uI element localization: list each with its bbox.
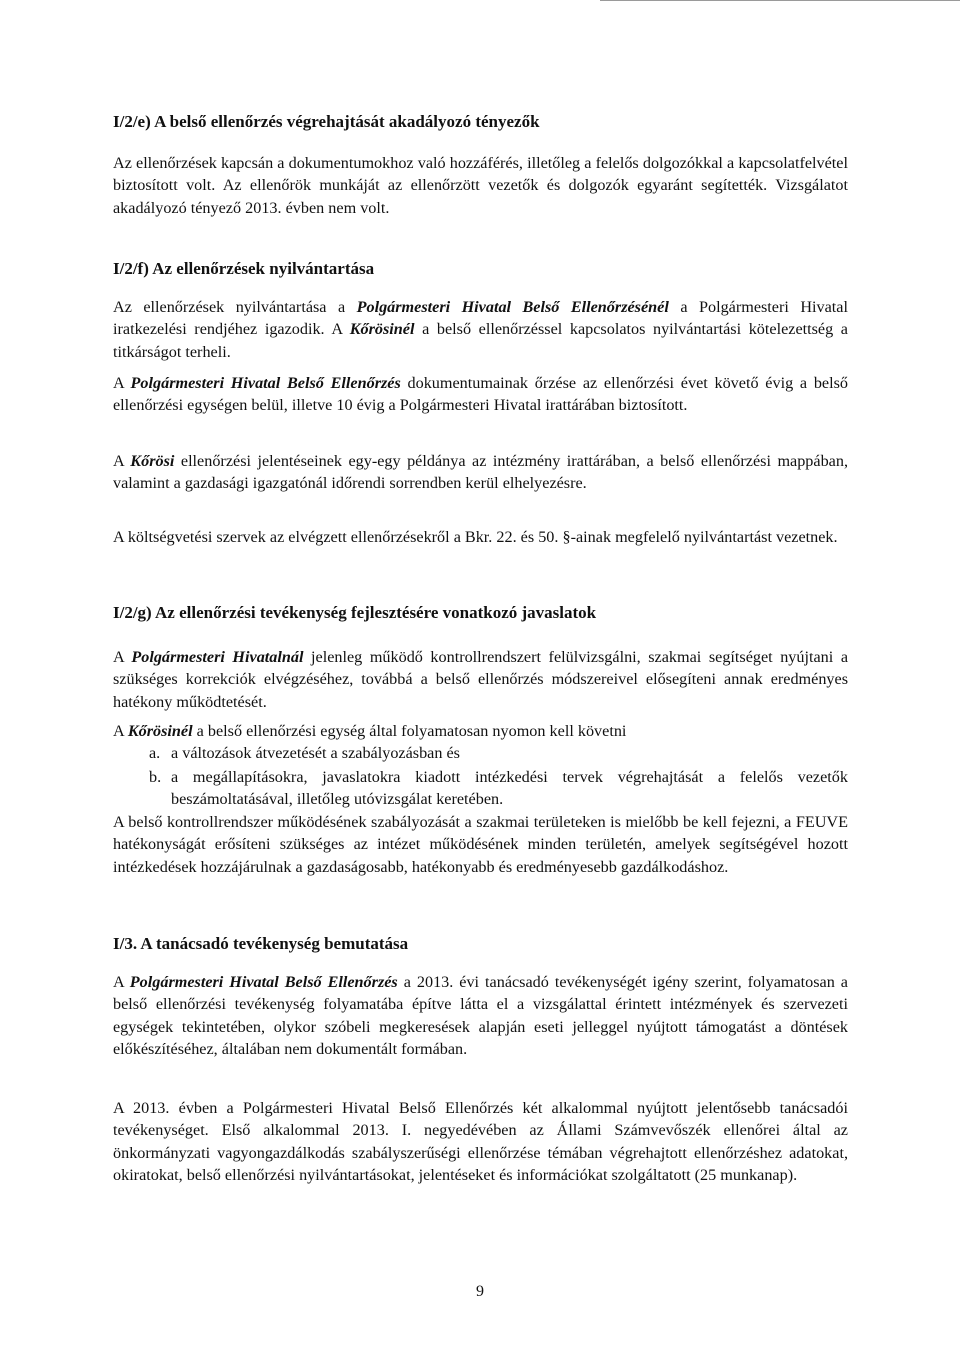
top-rule <box>600 0 960 1</box>
paragraph-budget-bodies: A költségvetési szervek az elvégzett ellenőrzésekről a Bkr. 22. és 50. §-ainak megfelelő nyilvántartást vezetnek. <box>113 528 838 546</box>
list-marker: a. <box>149 744 161 762</box>
list-text: a változások átvezetését a szabályozásban és <box>171 744 460 762</box>
paragraph-korosi-reports: A Kőrösi ellenőrzési jelentéseinek egy-egy példánya az intézmény irattárában, a belső ellenőrzési mappában, valamint a gazdasági igazgatónál időrendi sorrendben kerül elhelyezésre. <box>113 452 849 493</box>
paragraph-korosi-follow: A Kőrösinél a belső ellenőrzési egység által folyamatosan nyomon kell követni <box>113 722 627 740</box>
paragraph-control-system: A Polgármesteri Hivatalnál jelenleg működő kontrollrendszert felülvizsgálni, szakmai segítséget nyújtani a szükséges korrekciók elvégzéséhez, továbbá a belső ellenőrzés módszereivel elősegíteni annak eredményes hatékony működtetését. <box>113 648 849 711</box>
paragraph-advisory-2013: A 2013. évben a Polgármesteri Hivatal Belső Ellenőrzés két alkalommal nyújtott jelentősebb tanácsadói tevékenységet. Első alkalommal 2013. I. negyedévében az Állami Számvevőszék ellenőrei által az önkormányzati vagyongazdálkodás szabályszerűségi ellenőrzése témában végrehajtott ellenőrzéshez adatokat, okiratokat, belső ellenőrzési nyilvántartásokat, jelentéseket és információkat szolgáltatott (25 munkanap). <box>113 1099 848 1185</box>
list-marker: b. <box>149 768 162 786</box>
heading-i3: I/3. A tanácsadó tevékenység bemutatása <box>113 934 409 953</box>
list-text: a megállapításokra, javaslatokra kiadott intézkedési tervek végrehajtását a felelős vezetők beszámoltatásával, illetőleg utóvizsgálat keretében. <box>171 768 848 809</box>
paragraph-access: Az ellenőrzések kapcsán a dokumentumokhoz való hozzáférés, illetőleg a felelős dolgozókkal a kapcsolatfelvétel biztosított volt. Az ellenőrök munkáját az ellenőrzött vezetők és dolgozók egyaránt segítették. Vizsgálatot akadályozó tényező 2013. évben nem volt. <box>113 154 848 217</box>
heading-i2g: I/2/g) Az ellenőrzési tevékenység fejlesztésére vonatkozó javaslatok <box>113 603 597 622</box>
heading-i2e: I/2/e) A belső ellenőrzés végrehajtását akadályozó tényezők <box>113 112 540 131</box>
paragraph-storage: A Polgármesteri Hivatal Belső Ellenőrzés dokumentumainak őrzése az ellenőrzési évet követő évig a belső ellenőrzési egységen belül, illetve 10 évig a Polgármesteri Hivatal irattárában biztosított. <box>113 374 848 415</box>
paragraph-feuve: A belső kontrollrendszer működésének szabályozását a szakmai területeken is mielőbb be kell fejezni, a FEUVE hatékonyságát erősíteni szükséges az intézet működésének minden területén, amelyek segítségével hozott intézkedések hozzájárulnak a gazdaságosabb, hatékonyabb és eredményesebb gazdálkodáshoz. <box>113 813 848 876</box>
paragraph-registry: Az ellenőrzések nyilvántartása a Polgármesteri Hivatal Belső Ellenőrzésénél a Polgármesteri Hivatal iratkezelési rendjéhez igazodik. A Kőrösinél a belső ellenőrzéssel kapcsolatos nyilvántartási kötelezettség a titkárságot terheli. <box>113 298 848 361</box>
heading-i2f: I/2/f) Az ellenőrzések nyilvántartása <box>113 259 375 278</box>
page-number: 9 <box>476 1283 484 1300</box>
list-item <box>149 766 848 811</box>
paragraph-advisory: A Polgármesteri Hivatal Belső Ellenőrzés a 2013. évi tanácsadó tevékenységét igény szerint, folyamatosan a belső ellenőrzési tevékenység folyamatába építve látta el a vizsgálattal érintett intézmények és szervezeti egységek tekintetében, olykor szóbeli megkeresések alapján eseti jelleggel nyújtott támogatást a döntések előkészítéséhez, általában nem dokumentált formában. <box>113 973 848 1059</box>
list-item <box>149 742 848 764</box>
